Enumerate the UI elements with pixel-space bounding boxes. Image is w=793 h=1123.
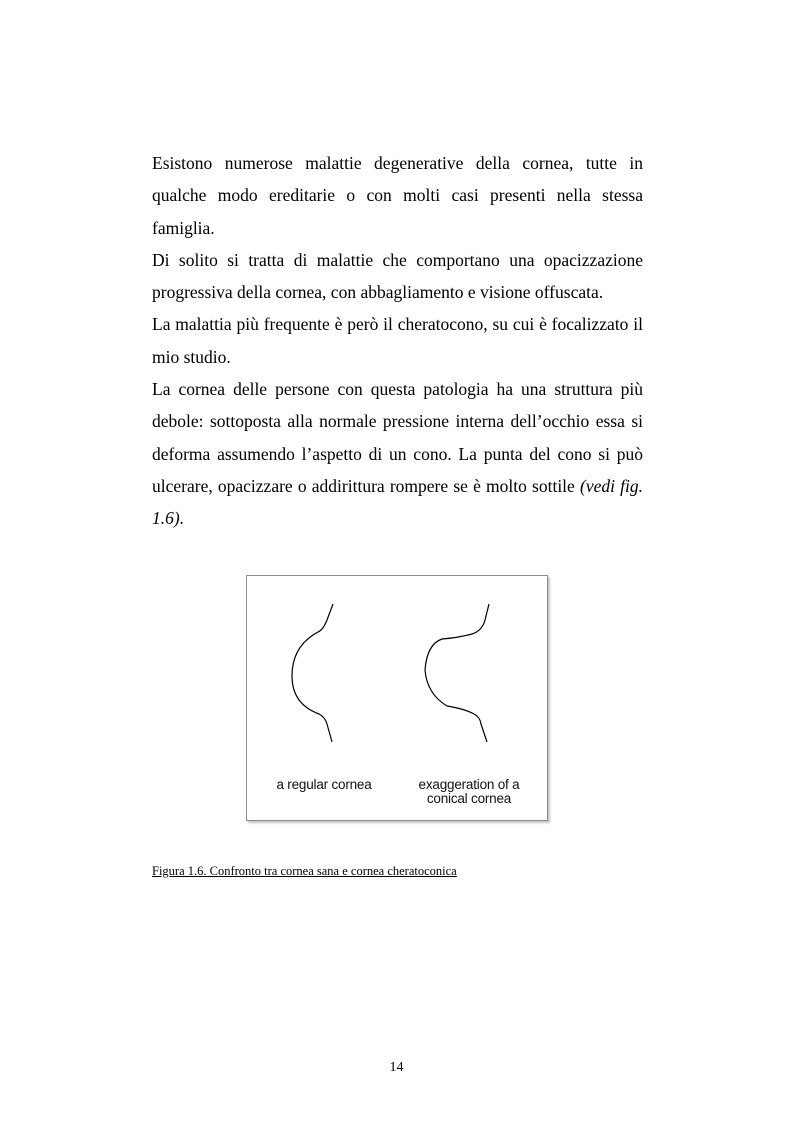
paragraph-2: Di solito si tratta di malattie che comportano una opacizzazione progressiva della cornea, con abbagliamento e visione offuscata. bbox=[152, 249, 643, 303]
label-conical-line-1: exaggeration of a bbox=[418, 777, 520, 792]
label-conical-cornea bbox=[399, 778, 539, 806]
paragraph-3: La malattia più frequente è però il cheratocono, su cui è focalizzato il mio studio. bbox=[152, 314, 643, 367]
label-regular-cornea: a regular cornea bbox=[276, 777, 372, 792]
label-conical-line-2: conical cornea bbox=[426, 791, 512, 806]
page-number: 14 bbox=[389, 1060, 404, 1075]
figure-cornea-comparison bbox=[246, 575, 548, 821]
conical-cornea-curve bbox=[425, 604, 489, 742]
figure-caption: Figura 1.6. Confronto tra cornea sana e cornea cheratoconica bbox=[152, 864, 457, 878]
figure-reference: (vedi fig. 1.6). bbox=[152, 475, 644, 529]
paragraph-1: Esistono numerose malattie degenerative della cornea, tutte in qualche modo ereditarie o con molti casi presenti nella stessa famiglia. bbox=[152, 153, 643, 238]
body-text bbox=[152, 147, 643, 535]
regular-cornea-curve bbox=[292, 604, 333, 742]
paragraph-4 bbox=[152, 373, 643, 534]
paragraph-4-text: La cornea delle persone con questa patologia ha una struttura più debole: sottoposta alla normale pressione interna dell’occhio essa si deforma assumendo l’aspetto di un cono. La punta del cono si può ulcerare, opacizzare o addirittura rompere se è molto sottile bbox=[152, 379, 643, 496]
